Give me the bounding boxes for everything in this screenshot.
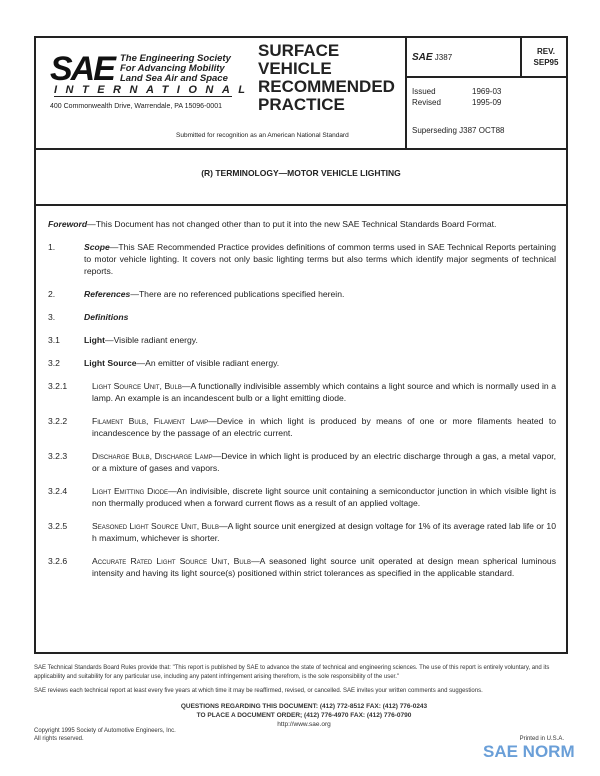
section-body: —This SAE Recommended Practice provides definitions of common terms used in SAE Technical Reports pertaining to motor vehicle lighting. It covers not only basic lighting terms but also terms which identify major segments of technical reports. (84, 242, 556, 276)
section-body: —Device in which light is produced by an electric discharge through a gas, a metal vapor, or a mixture of gases and vapors. (92, 451, 557, 473)
section-text (84, 288, 556, 300)
rev-value: SEP95 (533, 58, 559, 67)
printed-in: Printed in U.S.A. (519, 736, 564, 742)
section-text (84, 241, 556, 277)
section-term: Scope (84, 242, 110, 252)
issued-value: 1969-03 (472, 87, 502, 96)
divider (36, 204, 566, 206)
section-term: Light Source Unit, Bulb (92, 381, 182, 391)
issued-label: Issued (412, 87, 436, 96)
section-text (84, 357, 556, 369)
section-term: Discharge Bulb, Discharge Lamp (92, 451, 213, 461)
superseding: Superseding J387 OCT88 (412, 126, 505, 135)
header (36, 38, 566, 150)
section-item (48, 485, 556, 509)
footer-url[interactable]: http://www.sae.org (277, 721, 331, 728)
sae-small-logo: SAE (412, 52, 433, 63)
section-number: 3.2.6 (48, 556, 68, 566)
section-number: 3.2.3 (48, 451, 68, 461)
section-term: Light Emitting Diode (92, 486, 169, 496)
address: 400 Commonwealth Drive, Warrendale, PA 15096-0001 (50, 103, 222, 110)
section-text (92, 520, 556, 544)
title-line: PRACTICE (258, 95, 345, 114)
section-body: —A seasoned light source unit operated at design mean spherical luminous intensity and having its light source(s) positioned within strict tolerances as specified in the applicable standard. (92, 556, 556, 578)
tagline (120, 54, 231, 84)
section-text (92, 450, 556, 474)
section-item (48, 415, 556, 439)
section-number: 3. (48, 312, 56, 322)
doc-type-title (258, 42, 395, 114)
tagline-line: For Advancing Mobility (120, 63, 225, 74)
section-item (48, 311, 556, 323)
section-item (48, 334, 556, 346)
foreword (48, 218, 556, 230)
section-term: Light Source (84, 358, 137, 368)
document-body (48, 218, 556, 590)
section-term: References (84, 289, 131, 299)
section-item (48, 357, 556, 369)
sae-norm-watermark: SAE NORM (483, 742, 575, 761)
section-term: Light (84, 335, 105, 345)
submitted-note: Submitted for recognition as an American National Standard (176, 132, 349, 139)
section-text (84, 334, 556, 346)
section-number: 3.2.1 (48, 381, 68, 391)
document-frame (34, 36, 568, 654)
title-line: RECOMMENDED (258, 77, 395, 96)
title-line: SURFACE (258, 41, 340, 60)
tagline-line: Land Sea Air and Space (120, 73, 228, 84)
footer-order: TO PLACE A DOCUMENT ORDER; (412) 776-4970 FAX: (412) 776-0790 (196, 712, 412, 719)
section-text (92, 415, 556, 439)
section-term: Seasoned Light Source Unit, Bulb (92, 521, 219, 531)
copyright: Copyright 1995 Society of Automotive Engineers, Inc. (34, 728, 176, 734)
section-term: Definitions (84, 312, 129, 322)
section-body: —A light source unit energized at design voltage for 1% of its average rated lab life or 10 h maximum, whichever is shorter. (92, 521, 556, 543)
section-body: —An emitter of visible radiant energy. (136, 358, 280, 368)
sae-logo-text: SAE (50, 50, 114, 88)
document-title: (R) TERMINOLOGY—MOTOR VEHICLE LIGHTING (201, 168, 401, 178)
section-text (84, 311, 556, 323)
section-item (48, 555, 556, 579)
title-line: VEHICLE (258, 59, 332, 78)
section-text (92, 380, 556, 404)
footer-rules: SAE Technical Standards Board Rules provide that: "This report is published by SAE to advance the state of technical and engineering sciences. The use of this report is entirely voluntary, and its applicability and suitability for any particular use, including any patent infringement arising therefrom, is the sole responsibility of the user." (34, 665, 550, 680)
section-text (92, 555, 556, 579)
section-item (48, 450, 556, 474)
section-body: —There are no referenced publications specified herein. (130, 289, 345, 299)
section-term: Accurate Rated Light Source Unit, Bulb (92, 556, 252, 566)
section-body: —Device in which light is produced by means of one or more filaments heated to incandescence by the passage of an electric current. (92, 416, 556, 438)
revised-value: 1995-09 (472, 98, 502, 107)
doc-number: J387 (434, 53, 453, 62)
foreword-term: Foreword (48, 219, 88, 229)
section-body: —An indivisible, discrete light source unit containing a semiconductor junction in which visible light is non thermally produced when a forward current flows as a result of an applied voltage. (92, 486, 556, 508)
section-body: —Visible radiant energy. (105, 335, 198, 345)
section-number: 3.2 (48, 358, 60, 368)
section-item (48, 288, 556, 300)
section-term: Filament Bulb, Filament Lamp (92, 416, 209, 426)
rev-label: REV. (537, 47, 555, 56)
section-body: —A functionally indivisible assembly which contains a light source and which is normally used in a lamp. An example is an incandescent bulb or a light emitting diode. (92, 381, 556, 403)
section-text (92, 485, 556, 509)
foreword-text: —This Document has not changed other than to put it into the new SAE Technical Standards Board Format. (87, 219, 497, 229)
section-number: 1. (48, 242, 56, 252)
section-item (48, 380, 556, 404)
footer-review: SAE reviews each technical report at least every five years at which time it may be reaffirmed, revised, or cancelled. SAE invites your written comments and suggestions. (34, 688, 483, 694)
rights: All rights reserved. (34, 736, 84, 742)
footer-questions: QUESTIONS REGARDING THIS DOCUMENT: (412) 772-8512 FAX: (412) 776-0243 (180, 703, 428, 710)
section-number: 3.1 (48, 335, 60, 345)
section-item (48, 520, 556, 544)
revised-label: Revised (412, 98, 441, 107)
section-item (48, 241, 556, 277)
tagline-line: The Engineering Society (120, 53, 231, 64)
section-number: 3.2.5 (48, 521, 68, 531)
section-number: 3.2.2 (48, 416, 68, 426)
international-label: INTERNATIONAL (54, 84, 254, 96)
section-number: 2. (48, 289, 56, 299)
section-number: 3.2.4 (48, 486, 68, 496)
